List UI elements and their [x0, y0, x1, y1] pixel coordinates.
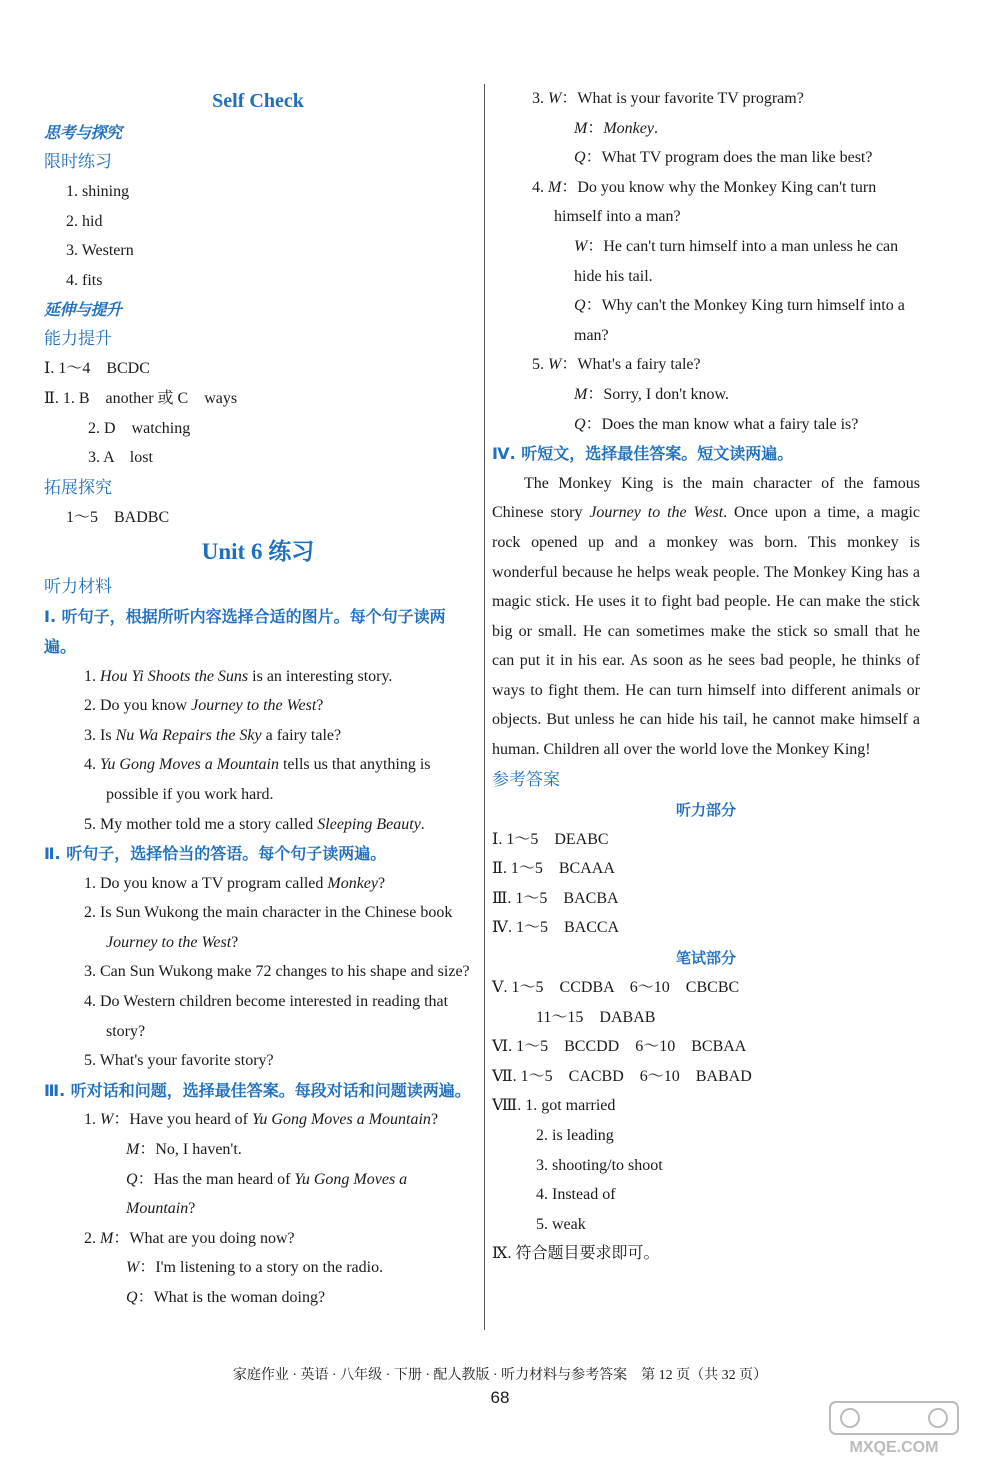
dialog-line: 2. M：What are you doing now?	[84, 1229, 295, 1247]
answer-line: 3. shooting/to shoot	[536, 1156, 663, 1174]
dialog-line: Q：Does the man know what a fairy tale is?	[574, 415, 859, 433]
sec1-item: 4. Yu Gong Moves a Mountain tells us that anything is possible if you work hard.	[84, 756, 431, 803]
answer-line: Ⅱ. 1～5 BCAAA	[492, 860, 615, 878]
answer-line: 2. is leading	[536, 1127, 614, 1144]
answer-line: Ⅰ. 1～5 DEABC	[492, 830, 609, 848]
dialog-line: W：He can't turn himself into a man unless he can hide his tail.	[574, 237, 899, 285]
dialog-line: M：Monkey.	[574, 119, 658, 137]
sec2-item: 2. Is Sun Wukong the main character in the Chinese book Journey to the West?	[84, 904, 453, 951]
timed-answer: 1. shining	[66, 183, 130, 200]
listening-part-heading: 听力部分	[675, 800, 736, 819]
sec2-item: 5. What's your favorite story?	[84, 1052, 274, 1070]
dialog-line: W：I'm listening to a story on the radio.	[126, 1259, 384, 1277]
ability-line: Ⅱ. 1. B another 或 C ways	[44, 389, 238, 407]
timed-answer: 4. fits	[66, 271, 103, 289]
answer-line: Ⅵ. 1～5 BCCDD 6～10 BCBAA	[492, 1038, 747, 1056]
dialog-line: 5. W：What's a fairy tale?	[532, 356, 701, 374]
ability-heading: 能力提升	[44, 329, 112, 350]
section-3-title: Ⅲ. 听对话和问题，选择最佳答案。每段对话和问题读两遍。	[44, 1080, 471, 1100]
answer-line: 11～15 DABAB	[536, 1008, 656, 1026]
answer-line: Ⅷ. 1. got married	[492, 1097, 616, 1115]
sec2-item: 3. Can Sun Wukong make 72 changes to his shape and size?	[84, 963, 470, 981]
dialog-line: Q：Has the man heard of Yu Gong Moves a Mountain?	[126, 1170, 408, 1218]
page-number: 68	[490, 1388, 510, 1407]
answer-line: Ⅳ. 1～5 BACCA	[492, 919, 620, 937]
sec1-item: 5. My mother told me a story called Sleeping Beauty.	[84, 815, 425, 833]
left-column	[44, 84, 472, 1313]
timed-practice-heading: 限时练习	[44, 152, 112, 172]
dialog-line: Q：What is the woman doing?	[126, 1289, 326, 1306]
dialog-line: M：No, I haven't.	[126, 1141, 242, 1159]
dialog-line: 1. W：Have you heard of Yu Gong Moves a Mountain?	[84, 1111, 439, 1129]
timed-answer: 2. hid	[66, 212, 103, 230]
written-part-heading: 笔试部分	[675, 949, 736, 968]
answer-line: Ⅸ. 符合题目要求即可。	[492, 1245, 660, 1263]
ability-line: 3. A lost	[88, 449, 153, 467]
expand-line: 1～5 BADBC	[66, 508, 170, 526]
sec2-item: 4. Do Western children become interested in reading that story?	[84, 993, 449, 1040]
answer-line: 5. weak	[536, 1215, 586, 1233]
sec2-item: 1. Do you know a TV program called Monkey?	[84, 874, 386, 892]
section-2-title: Ⅱ. 听句子，选择恰当的答语。每个句子读两遍。	[44, 844, 387, 864]
unit-title: Unit 6 练习	[201, 539, 315, 565]
dialog-line: Q：Why can't the Monkey King turn himself into a man?	[574, 297, 905, 344]
sec1-item: 3. Is Nu Wa Repairs the Sky a fairy tale?	[84, 726, 342, 744]
dialog-line: 3. W：What is your favorite TV program?	[532, 90, 804, 107]
watermark-logo	[820, 1398, 970, 1458]
extend-improve-heading: 延伸与提升	[44, 300, 122, 320]
right-column	[492, 84, 920, 1269]
answer-line: 4. Instead of	[536, 1186, 616, 1204]
sec1-item: 2. Do you know Journey to the West?	[84, 697, 324, 715]
dialog-line: Q：What TV program does the man like best?	[574, 149, 873, 167]
think-explore-heading: 思考与探究	[44, 123, 122, 142]
column-divider	[484, 84, 485, 1330]
answer-line: Ⅶ. 1～5 CACBD 6～10 BABAD	[492, 1067, 752, 1085]
answers-heading: 参考答案	[492, 769, 560, 790]
listening-material-heading: 听力材料	[44, 577, 112, 598]
dialog-line: M：Sorry, I don't know.	[574, 385, 730, 403]
timed-answer: 3. Western	[66, 242, 134, 260]
expand-explore-heading: 拓展探究	[44, 477, 112, 498]
answer-line: Ⅴ. 1～5 CCDBA 6～10 CBCBC	[492, 979, 740, 997]
page-footer: 家庭作业 · 英语 · 八年级 · 下册 · 配人教版 · 听力材料与参考答案 第 12 页（共 32 页）	[232, 1368, 768, 1383]
dialog-line: 4. M：Do you know why the Monkey King can't turn himself into a man?	[532, 178, 877, 226]
answer-line: Ⅲ. 1～5 BACBA	[492, 889, 619, 907]
ability-line: 2. D watching	[88, 419, 191, 437]
self-check-title: Self Check	[212, 90, 304, 112]
ability-line: Ⅰ. 1～4 BCDC	[44, 360, 150, 378]
section-1-title: Ⅰ. 听句子，根据所听内容选择合适的图片。每个句子读两遍。	[44, 607, 446, 656]
section-4-title: Ⅳ. 听短文，选择最佳答案。短文读两遍。	[492, 444, 794, 464]
passage: The Monkey King is the main character of the famous Chinese story Journey to the West. Once upon a time, a magic rock opened up and a monkey was born. This monkey is wonderful because he helps weak people. The Monkey King has a magic stick. He uses it to fight bad people. He can make the stick big or small. He can sometimes make the stick so small that he can put it in his ear. As soon as he sees bad people, he thinks of ways to fight them. He can turn himself into different animals or objects. But unless he can hide his tail, he cannot make himself a human. Children all over the world love the Monkey King!	[492, 474, 920, 759]
watermark-text: MXQE.COM	[849, 1439, 939, 1456]
sec1-item: 1. Hou Yi Shoots the Suns is an interesting story.	[84, 667, 393, 685]
